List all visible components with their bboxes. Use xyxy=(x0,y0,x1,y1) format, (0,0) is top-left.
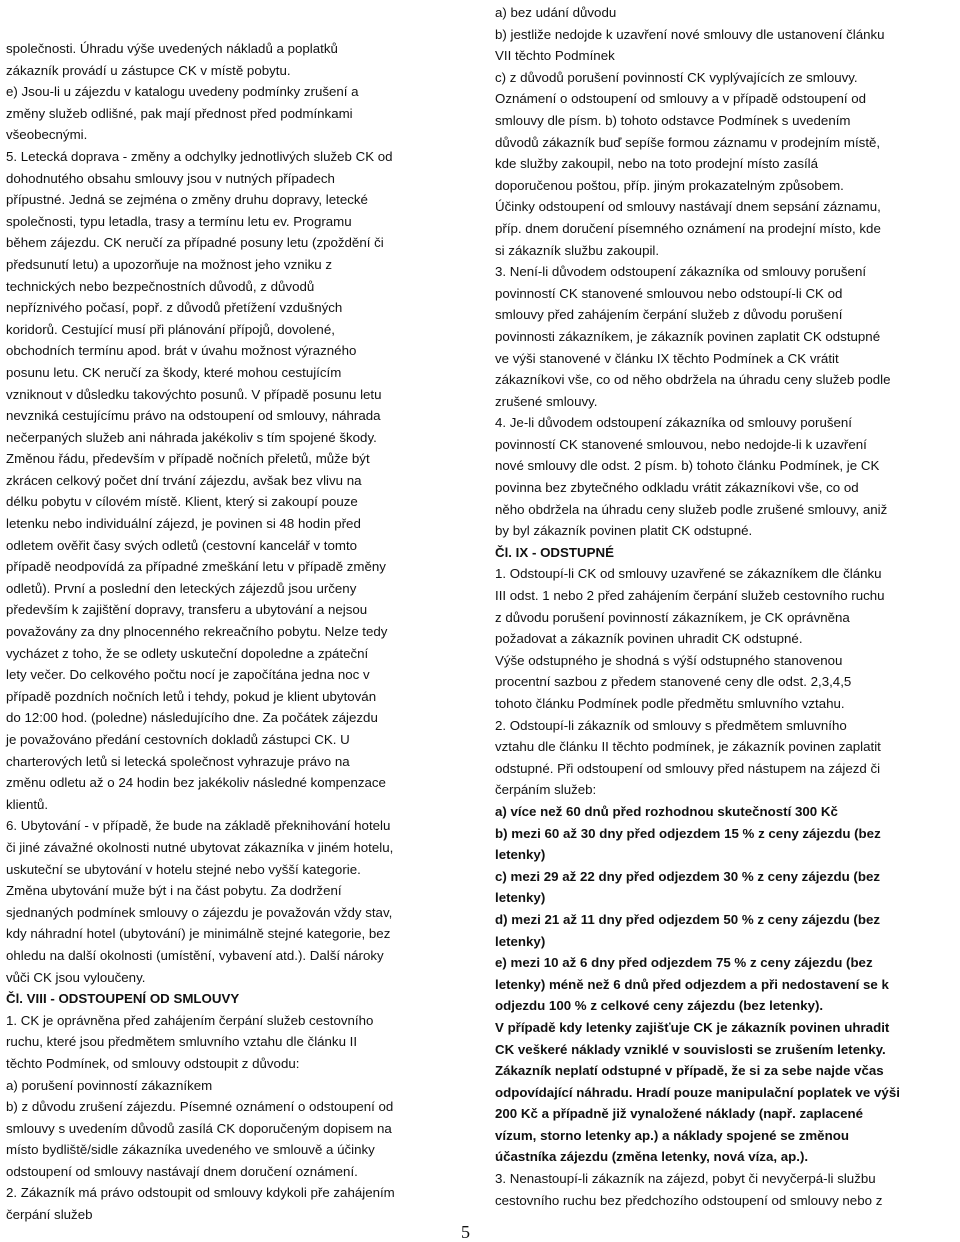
left-text-line: zkrácen celkový počet dní trvání zájezdu, avšak bez vlivu na xyxy=(6,472,362,488)
left-text-line: změny služeb odlišné, pak mají přednost před podmínkami xyxy=(6,105,353,121)
right-text-line: důvodů zákazník buď sepíše formou záznamu v prodejním místě, xyxy=(495,134,881,150)
right-text-line: letenky) xyxy=(495,847,546,863)
right-text-line: odjezdu 100 % z celkové ceny zájezdu (bez letenky). xyxy=(495,998,824,1014)
left-text-line: zákazník provádí u zástupce CK v místě pobytu. xyxy=(6,62,291,78)
right-text-line: nové smlouvy dle odst. 2 písm. b) tohoto článku Podmínek, je CK xyxy=(495,458,880,474)
right-text-line: vztahu dle článku II těchto podmínek, je zákazník povinen zaplatit xyxy=(495,739,881,755)
left-text-line: především k zajištění dopravy, transferu a ubytování a nejsou xyxy=(6,602,368,618)
left-text-line: posunu letu. CK neručí za škody, které mohou cestujícím xyxy=(6,364,342,380)
right-text-line: 4. Je-li důvodem odstoupení zákazníka od smlouvy porušení xyxy=(495,415,853,431)
right-text-line: doporučenou poštou, příp. jiným prokazatelným způsobem. xyxy=(495,177,844,193)
left-text-line: Změna ubytování muže být i na část pobytu. Za dodržení xyxy=(6,883,342,899)
right-text-line: čerpáním služeb: xyxy=(495,782,597,798)
left-text-line: během zájezdu. CK neručí za případné posuny letu (zpoždění či xyxy=(6,235,384,251)
right-text-line: odstupné. Při odstoupení od smlouvy před nástupem na zájezd či xyxy=(495,760,881,776)
left-text-line: či jiné závažné okolnosti nutné ubytovat zákazníka v jiném hotelu, xyxy=(6,839,394,855)
left-text-line: technických nebo bezpečnostních důvodů, z důvodů xyxy=(6,278,315,294)
left-text-line: klientů. xyxy=(6,796,49,812)
left-text-line: smlouvy s uvedením důvodů zasílá CK doporučeným dopisem na xyxy=(6,1120,392,1136)
right-text-line: ve výši stanovené v článku IX těchto Podmínek a CK vrátit xyxy=(495,350,839,366)
right-text-line: 200 Kč a případně již vynaložené náklady (např. zaplacené xyxy=(495,1106,864,1122)
right-text-line: letenky) méně než 6 dnů před odjezdem a při nedostavení se k xyxy=(495,976,889,992)
left-text-line: Čl. VIII - ODSTOUPENÍ OD SMLOUVY xyxy=(6,991,240,1007)
right-text-line: Čl. IX - ODSTUPNÉ xyxy=(495,544,614,560)
left-text-line: považovány za dny plnocenného rekreačního pobytu. Nelze tedy xyxy=(6,624,388,640)
right-text-line: 3. Není-li důvodem odstoupení zákazníka od smlouvy porušení xyxy=(495,264,867,280)
left-text-line: odstoupení od smlouvy nastávají dnem doručení oznámení. xyxy=(6,1163,358,1179)
right-text-line: vízum, storno letenky ap.) a náklady spojené se změnou xyxy=(495,1127,849,1143)
left-text-line: místo bydliště/sidle zákazníka uvedeného ve smlouvě a účinky xyxy=(6,1142,375,1158)
right-text-line: CK veškeré náklady vzniklé v souvislosti se zrušením letenky. xyxy=(495,1041,886,1057)
right-text-line: účastníka zájezdu (změna letenky, nová víza, ap.). xyxy=(495,1149,809,1165)
right-text-line: by byl zákazník povinen platit CK odstupné. xyxy=(495,523,753,539)
left-text-line: případě pozdních nočních letů i tehdy, pokud je klient ubytován xyxy=(6,688,377,704)
right-text-line: cestovního ruchu bez předchozího odstoupení od smlouvy nebo z xyxy=(495,1192,883,1208)
left-text-line: ruchu, které jsou předmětem smluvního vztahu dle článku II xyxy=(6,1034,358,1050)
right-text-line: a) bez udání důvodu xyxy=(495,5,617,20)
right-text-line: 3. Nenastoupí-li zákazník na zájezd, pobyt či nevyčerpá-li službu xyxy=(495,1171,876,1187)
left-text-line: letenku nebo individuální zájezd, je povinen si 48 hodin před xyxy=(6,516,361,532)
left-text-line: těchto Podmínek, od smlouvy odstoupit z důvodu: xyxy=(6,1055,300,1071)
left-text-line: společnosti, typu letadla, trasy a termínu letu ev. Programu xyxy=(6,213,352,229)
left-text-line: všeobecnými. xyxy=(6,127,88,143)
right-text-line: letenky) xyxy=(495,933,546,949)
left-text-line: ohledu na další okolnosti (umístění, vybavení atd.). Další nároky xyxy=(6,947,384,963)
right-text-line: smlouvy dle písm. b) tohoto odstavce Podmínek s uvedením xyxy=(495,112,851,128)
right-text-line: příp. dnem doručení písemného oznámení na prodejní místo, kde xyxy=(495,220,881,236)
right-text-line: povinností CK stanovené smlouvou nebo odstoupí-li CK od xyxy=(495,285,843,301)
right-text-line: III odst. 1 nebo 2 před zahájením čerpání služeb cestovního ruchu xyxy=(495,588,885,604)
right-text-line: povinnosti zákazníkem, je zákazník povinen zaplatit CK odstupné xyxy=(495,328,881,344)
page-number: 5 xyxy=(461,1222,470,1242)
right-text-line: požadovat a zákazník povinen uhradit CK odstupné. xyxy=(495,631,803,647)
right-text-line: b) mezi 60 až 30 dny před odjezdem 15 % z ceny zájezdu (bez xyxy=(495,825,881,841)
left-text-line: charterových letů si letecká společnost vyhrazuje právo na xyxy=(6,753,350,769)
left-text-line: nečerpaných služeb ani náhrada jakékoliv s tím spojené škody. xyxy=(6,429,377,445)
left-text-line: odletů). První a poslední den leteckých zájezdů jsou určeny xyxy=(6,580,357,596)
right-text-line: b) jestliže nedojde k uzavření nové smlouvy dle ustanovení článku xyxy=(495,26,885,42)
left-text-line: obchodních termínu apod. brát v úvahu možnost výrazného xyxy=(6,343,357,359)
left-text-line: 1. CK je oprávněna před zahájením čerpání služeb cestovního xyxy=(6,1012,374,1028)
left-text-line: případě neodpovídá za případné zmeškání letu v případě změny xyxy=(6,559,386,575)
right-text-line: Oznámení o odstoupení od smlouvy a v případě odstoupení od xyxy=(495,91,867,107)
right-text-line: Účinky odstoupení od smlouvy nastávají dnem sepsání záznamu, xyxy=(495,199,881,215)
right-column xyxy=(487,0,957,1211)
left-text-line: 6. Ubytování - v případě, že bude na základě překnihování hotelu xyxy=(6,818,391,834)
right-text-line: e) mezi 10 až 6 dny před odjezdem 75 % z ceny zájezdu (bez xyxy=(495,955,873,971)
left-text-line: délku pobytu v cílovém místě. Klient, který si zakoupí pouze xyxy=(6,494,358,510)
right-text-line: Výše odstupného je shodná s výší odstupného stanovenou xyxy=(495,652,843,668)
left-text-line: nevzniká cestujícímu právo na odstoupení od smlouvy, náhrada xyxy=(6,408,381,424)
right-text-line: c) mezi 29 až 22 dny před odjezdem 30 % z ceny zájezdu (bez xyxy=(495,868,880,884)
left-text-line: b) z důvodu zrušení zájezdu. Písemné oznámení o odstoupení od xyxy=(6,1099,394,1115)
right-text-line: odpovídající náhradu. Hradí pouze manipulační poplatek ve výši xyxy=(495,1084,900,1100)
right-text-line: letenky) xyxy=(495,890,546,906)
right-text-line: VII těchto Podmínek xyxy=(495,48,615,64)
left-text-line: společnosti. Úhradu výše uvedených nákladů a poplatků xyxy=(6,41,338,56)
left-text-line: koridorů. Cestující musí při plánování přípojů, dovolené, xyxy=(6,321,335,337)
right-text-line: něho obdržela na úhradu ceny služeb podle zrušené smlouvy, aniž xyxy=(495,501,888,517)
left-text-line: 5. Letecká doprava - změny a odchylky jednotlivých služeb CK od xyxy=(6,148,393,164)
right-text-line: z důvodu porušení povinností zákazníkem, je CK oprávněna xyxy=(495,609,850,625)
left-column xyxy=(0,0,474,1226)
left-text-line: odletem ověřit časy svých odletů (cestovní kancelář v tomto xyxy=(6,537,358,553)
right-text-line: kde služby zakoupil, nebo na toto prodejní místo zasílá xyxy=(495,156,819,172)
left-text-line: čerpání služeb xyxy=(6,1207,93,1223)
left-text-line: e) Jsou-li u zájezdu v katalogu uvedeny podmínky zrušení a xyxy=(6,84,359,100)
right-text-line: tohoto článku Podmínek podle předmětu smluvního vztahu. xyxy=(495,696,845,711)
right-text-line: 2. Odstoupí-li zákazník od smlouvy s předmětem smluvního xyxy=(495,717,847,733)
right-text-line: procentní sazbou z předem stanovené ceny dle odst. 2,3,4,5 xyxy=(495,674,852,690)
right-text-line: zrušené smlouvy. xyxy=(495,393,598,409)
right-text-line: c) z důvodů porušení povinností CK vyplývajících ze smlouvy. xyxy=(495,69,858,85)
left-text-line: vycházet z toho, že se odlety uskuteční dopoledne a zpáteční xyxy=(6,645,369,661)
left-text-line: je považováno předání cestovních dokladů zástupci CK. U xyxy=(6,732,350,747)
left-text-line: změnu odletu až o 24 hodin bez jakékoliv následné kompenzace xyxy=(6,775,386,791)
right-text-line: 1. Odstoupí-li CK od smlouvy uzavřené se zákazníkem dle článku xyxy=(495,566,882,582)
right-text-line: V případě kdy letenky zajišťuje CK je zákazník povinen uhradit xyxy=(495,1019,890,1035)
left-column-text xyxy=(0,38,474,1226)
left-text-line: dohodnutého obsahu smlouvy jsou v nutných případech xyxy=(6,170,335,186)
left-text-line: nepříznivého počasí, popř. z důvodů přetížení vzdušných xyxy=(6,300,343,316)
left-text-line: a) porušení povinností zákazníkem xyxy=(6,1077,213,1093)
right-text-line: d) mezi 21 až 11 dny před odjezdem 50 % z ceny zájezdu (bez xyxy=(495,911,880,927)
right-text-line: Zákazník neplatí odstupné v případě, že si za sebe najde včas xyxy=(495,1063,884,1079)
left-text-line: sjednaných podmínek smlouvy o zájezdu je považován vždy stav, xyxy=(6,904,393,920)
left-text-line: kdy náhradní hotel (ubytování) je minimálně stejné kategorie, bez xyxy=(6,926,391,942)
left-text-line: vůči CK jsou vyloučeny. xyxy=(6,969,146,985)
left-text-line: do 12:00 hod. (poledne) následujícího dne. Za počátek zájezdu xyxy=(6,710,378,726)
right-text-line: smlouvy před zahájením čerpání služeb z důvodu porušení xyxy=(495,307,843,323)
left-text-line: uskuteční se ubytování v hotelu stejné nebo vyšší kategorie. xyxy=(6,861,361,877)
right-text-line: si zákazník službu zakoupil. xyxy=(495,242,660,258)
left-text-line: lety večer. Do celkového počtu nocí je započítána jedna noc v xyxy=(6,667,370,683)
right-column-text xyxy=(487,2,957,1211)
right-text-line: zákazníkovi vše, co od něho obdržela na úhradu ceny služeb podle xyxy=(495,372,891,388)
right-text-line: povinna bez zbytečného odkladu vrátit zákazníkovi vše, co od xyxy=(495,480,859,496)
left-text-line: 2. Zákazník má právo odstoupit od smlouvy kdykoli pře zahájením xyxy=(6,1185,395,1201)
left-text-line: vzniknout v důsledku takovýchto posunů. V případě posunu letu xyxy=(6,386,382,402)
left-text-line: přípustné. Jedná se zejména o změny druhu dopravy, letecké xyxy=(6,192,368,208)
left-text-line: předsunutí letu) a upozorňuje na možnost jeho vzniku z xyxy=(6,256,332,272)
left-text-line: Změnou řádu, především v případě nočních přeletů, může být xyxy=(6,451,370,467)
right-text-line: povinností CK stanovené smlouvou, nebo nedojde-li k uzavření xyxy=(495,436,867,452)
right-text-line: a) více než 60 dnů před rozhodnou skutečností 300 Kč xyxy=(495,803,838,819)
